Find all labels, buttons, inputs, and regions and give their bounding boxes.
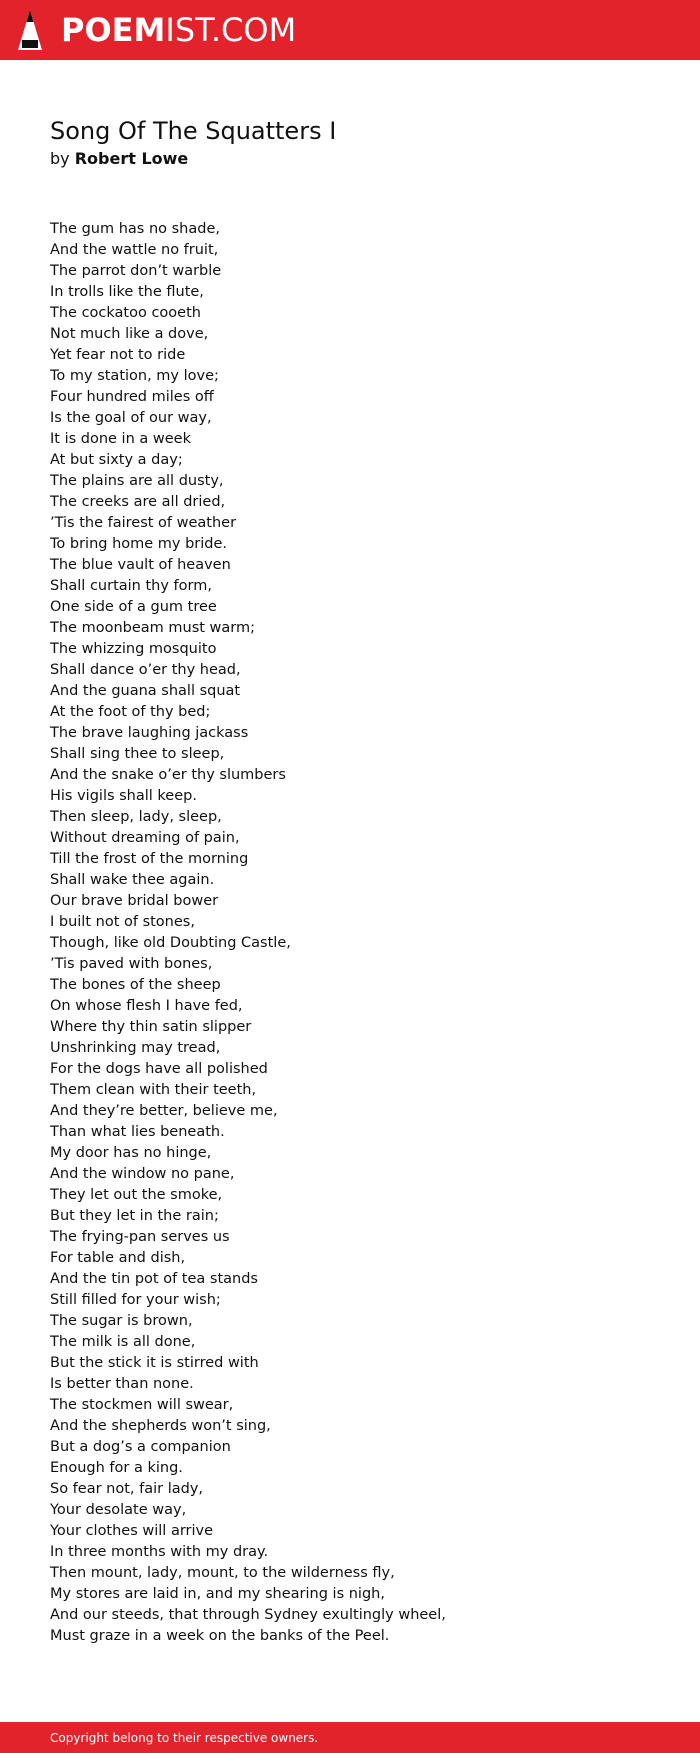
author-name: Robert Lowe <box>74 149 189 168</box>
poem-line: The milk is all done, <box>50 1334 196 1350</box>
poem-line: Enough for a king. <box>50 1460 183 1476</box>
poem-line: But they let in the rain; <box>50 1208 219 1224</box>
poem-line: And the tin pot of tea stands <box>50 1271 258 1287</box>
poem-line: The gum has no shade, <box>50 221 220 237</box>
poem-line: Shall dance o’er thy head, <box>50 662 241 678</box>
poem-line: The cockatoo cooeth <box>50 305 201 321</box>
poem-line: Then sleep, lady, sleep, <box>50 809 222 825</box>
poem-line: Your clothes will arrive <box>50 1523 214 1539</box>
poem-line: The moonbeam must warm; <box>50 620 256 636</box>
poem-line: Though, like old Doubting Castle, <box>50 935 291 951</box>
poem-line: It is done in a week <box>50 431 191 447</box>
poem-line: His vigils shall keep. <box>50 788 197 804</box>
poem-line: Shall wake thee again. <box>50 872 215 888</box>
poem-line: ’Tis the fairest of weather <box>50 515 237 531</box>
site-footer <box>0 1722 700 1753</box>
poem-line: Till the frost of the morning <box>50 851 249 867</box>
logo-strong-text: POEM <box>61 11 166 49</box>
poem-line: And they’re better, believe me, <box>50 1103 278 1119</box>
poem-line: In three months with my dray. <box>50 1544 269 1560</box>
logo-light-text: IST.COM <box>165 11 297 49</box>
poem-line: I built not of stones, <box>50 914 195 930</box>
poem-line: For table and dish, <box>50 1250 186 1266</box>
poem-line: The parrot don’t warble <box>50 263 222 279</box>
poem-line: Not much like a dove, <box>50 326 209 342</box>
poem-line: My door has no hinge, <box>50 1145 212 1161</box>
poem-line: To my station, my love; <box>50 368 219 384</box>
poem-line: Still filled for your wish; <box>50 1292 221 1308</box>
poem-line: Four hundred miles off <box>50 389 214 405</box>
poem-line: Than what lies beneath. <box>50 1124 225 1140</box>
poem-line: They let out the smoke, <box>50 1187 223 1203</box>
poem-line: Is the goal of our way, <box>50 410 212 426</box>
poem-line: Unshrinking may tread, <box>50 1040 221 1056</box>
poem-line: At the foot of thy bed; <box>50 704 211 720</box>
poem-line: Where thy thin satin slipper <box>50 1019 252 1035</box>
poem-line: The stockmen will swear, <box>50 1397 234 1413</box>
poem-line: And the shepherds won’t sing, <box>50 1418 271 1434</box>
poem-line: Shall sing thee to sleep, <box>50 746 225 762</box>
poem-line: Them clean with their teeth, <box>50 1082 257 1098</box>
poem-line: ’Tis paved with bones, <box>50 956 213 972</box>
poem-line: The frying-pan serves us <box>50 1229 230 1245</box>
poem-line: The brave laughing jackass <box>50 725 249 741</box>
poem-line: In trolls like the flute, <box>50 284 204 300</box>
poem-line: The blue vault of heaven <box>50 557 231 573</box>
poem-line: Yet fear not to ride <box>50 347 186 363</box>
poem-line: Then mount, lady, mount, to the wilderness fly, <box>50 1565 395 1581</box>
site-header <box>0 0 700 60</box>
poem-line: But a dog’s a companion <box>50 1439 231 1455</box>
pencil-icon[interactable] <box>18 10 42 50</box>
poem-line: The bones of the sheep <box>50 977 221 993</box>
poem-line: Is better than none. <box>50 1376 194 1392</box>
poem-body <box>50 219 650 1647</box>
poem-line: My stores are laid in, and my shearing is nigh, <box>50 1586 385 1602</box>
byline-prefix: by <box>50 149 70 168</box>
poem-line: But the stick it is stirred with <box>50 1355 259 1371</box>
poem-line: Without dreaming of pain, <box>50 830 240 846</box>
poem-line: Must graze in a week on the banks of the Peel. <box>50 1628 390 1644</box>
poem-line: For the dogs have all polished <box>50 1061 268 1077</box>
poem-line: So fear not, fair lady, <box>50 1481 204 1497</box>
poem-line: At but sixty a day; <box>50 452 183 468</box>
poem-line: And the window no pane, <box>50 1166 235 1182</box>
poem-line: The sugar is brown, <box>50 1313 193 1329</box>
poem-line: The creeks are all dried, <box>50 494 226 510</box>
poem-byline <box>50 149 188 169</box>
site-logo-link[interactable] <box>61 11 296 49</box>
copyright-text: Copyright belong to their respective owners. <box>50 1731 319 1745</box>
poem-line: And the snake o’er thy slumbers <box>50 767 286 783</box>
poem-line: Your desolate way, <box>50 1502 187 1518</box>
poem-line: The whizzing mosquito <box>50 641 217 657</box>
poem-line: And the guana shall squat <box>50 683 241 699</box>
poem-line: On whose flesh I have fed, <box>50 998 243 1014</box>
poem-title: Song Of The Squatters I <box>50 117 337 145</box>
poem-line: Our brave bridal bower <box>50 893 219 909</box>
poem-line: And our steeds, that through Sydney exultingly wheel, <box>50 1607 446 1623</box>
poem-line: The plains are all dusty, <box>50 473 224 489</box>
poem-line: To bring home my bride. <box>50 536 228 552</box>
poem-line: One side of a gum tree <box>50 599 217 615</box>
poem-line: And the wattle no fruit, <box>50 242 219 258</box>
poem-line: Shall curtain thy form, <box>50 578 212 594</box>
